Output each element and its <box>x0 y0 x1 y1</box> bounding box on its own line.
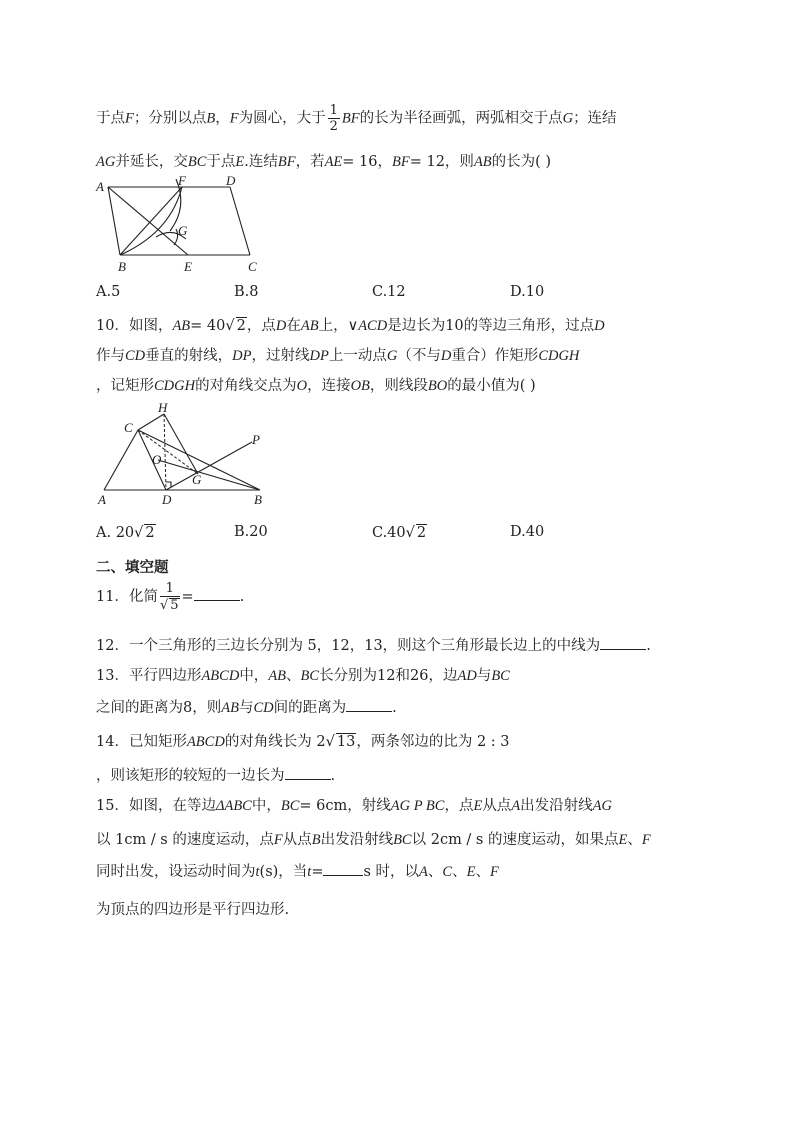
var: AG <box>592 798 613 814</box>
q10-option-a[interactable]: A. 20√ 2 <box>96 525 155 541</box>
label-A: A <box>98 492 106 507</box>
var: CD <box>125 348 146 364</box>
var: AD <box>457 668 477 684</box>
label-E: E <box>184 259 192 274</box>
text: (s) <box>259 864 279 880</box>
var: ΔABC <box>215 798 252 814</box>
q9-line-2 <box>96 150 551 171</box>
label-C: C <box>124 420 133 435</box>
var: ABCD <box>186 734 225 750</box>
text: 从点 <box>482 798 512 814</box>
text: 10．如图， <box>96 318 173 334</box>
var: E <box>618 832 628 848</box>
text: 作与 <box>96 348 125 364</box>
parallelogram <box>108 179 250 255</box>
var: BO <box>427 378 448 394</box>
text: ，点 <box>246 318 276 334</box>
text: 并延长，交 <box>115 154 188 170</box>
var: E <box>466 864 476 880</box>
side-BA <box>108 187 120 255</box>
text: 、 <box>427 864 443 880</box>
q10-figure <box>94 402 274 510</box>
sqrt: 2 <box>236 318 246 334</box>
text: 14．已知矩形 <box>96 734 187 750</box>
text: 中， <box>251 798 281 814</box>
label-G: G <box>178 223 188 238</box>
text: s 时，以 <box>363 864 420 880</box>
q15-line-3 <box>96 860 499 881</box>
side-CH <box>138 414 164 430</box>
var: BF <box>277 154 296 170</box>
var: AB <box>221 700 239 716</box>
q10-option-d[interactable] <box>510 524 544 540</box>
text: = <box>311 864 324 880</box>
answer-blank[interactable] <box>600 637 646 650</box>
label-G: G <box>192 472 202 487</box>
text: ；分别以点 <box>133 110 207 127</box>
sqrt: 2 <box>145 525 155 541</box>
text: 11．化简 <box>96 589 158 605</box>
text: 的对角线长为 2 <box>224 734 326 750</box>
text: . <box>239 589 245 605</box>
var: F <box>489 864 499 880</box>
var: AB <box>172 318 191 334</box>
var: F <box>229 110 239 127</box>
var: F <box>125 110 134 127</box>
text: 、 <box>627 832 642 848</box>
q10-line-3 <box>96 374 536 395</box>
text: 的长为半径画弧，两弧相交于点 <box>359 110 563 127</box>
q10-line-1: 10．如图，AB= 40√ 2，点D在AB上，∨ACD是边长为10的等边三角形，过点D <box>96 318 605 334</box>
text: ，若 <box>295 154 325 170</box>
section-heading: 二、填空题 <box>96 560 169 576</box>
q15-line-2 <box>96 828 651 849</box>
text: = 40 <box>190 318 226 334</box>
var: DP <box>309 348 329 364</box>
var: F <box>273 832 283 848</box>
q9-option-a[interactable]: A.5 <box>96 284 121 300</box>
text: 、 <box>286 668 301 684</box>
label-B: B <box>118 259 126 274</box>
text: 以 2cm / s 的速度运动，如果点 <box>411 832 619 848</box>
text: ，两条邻边的比为 2 : 3 <box>356 734 510 750</box>
var: E <box>235 154 245 170</box>
text: . <box>330 768 336 784</box>
text: 出发沿射线 <box>520 798 593 814</box>
text: 、 <box>475 864 490 880</box>
label-H: H <box>158 400 168 415</box>
text: 同时出发，设运动时间为 <box>96 864 256 880</box>
text: 重合）作矩形 <box>451 348 539 364</box>
var: AG P BC <box>390 798 445 814</box>
var: D <box>594 318 605 334</box>
text: 与 <box>476 668 492 684</box>
text: ，连接 <box>307 378 351 394</box>
text: 以 1cm / s 的速度运动，点 <box>96 832 274 848</box>
q9-option-d[interactable]: D.10 <box>510 284 545 300</box>
var: ABCD <box>201 668 240 684</box>
var: ∨ACD <box>347 318 388 334</box>
q9-option-b[interactable]: B.8 <box>234 284 259 300</box>
var: G <box>562 110 574 127</box>
label-O: O <box>152 452 162 467</box>
text: 垂直的射线， <box>145 348 233 364</box>
var: D <box>440 348 452 364</box>
option-text: D.40 <box>510 524 545 540</box>
text: 、 <box>452 864 467 880</box>
text: = 16， <box>342 154 392 170</box>
option-text: A. 20 <box>96 525 135 541</box>
diagonal-CG <box>138 430 198 474</box>
text: = 12，则 <box>409 154 474 170</box>
option-text: C.40 <box>372 525 406 541</box>
text: 为圆心，大于 <box>238 110 326 127</box>
q9-line-1 <box>96 104 617 133</box>
var: F <box>641 832 651 848</box>
label-F: F <box>178 173 186 188</box>
var: A <box>419 864 428 880</box>
text: ，记矩形 <box>96 378 154 394</box>
var: BF <box>392 154 410 170</box>
label-B: B <box>254 492 262 507</box>
side-DC <box>230 187 250 255</box>
q10-option-c[interactable]: C.40√ 2 <box>372 525 427 541</box>
text: = 6cm，射线 <box>299 798 391 814</box>
var: CDGH <box>154 378 196 394</box>
var: C <box>442 864 453 880</box>
fraction: $\frac{1}{√ 5}$ <box>159 581 179 613</box>
text: . <box>646 638 651 654</box>
var: AE <box>324 154 343 170</box>
text: 间的距离为 <box>273 700 347 716</box>
option-text: B.20 <box>234 524 268 540</box>
text: 于点 <box>96 110 125 127</box>
var: CDGH <box>538 348 580 364</box>
text: 上， <box>318 318 348 334</box>
text: 与 <box>238 700 254 716</box>
var: CD <box>253 700 274 716</box>
var: BC <box>393 832 412 848</box>
var: BC <box>280 798 300 814</box>
var: BF <box>341 110 360 127</box>
line-BF <box>120 187 182 255</box>
text: ，则线段 <box>369 378 428 394</box>
answer-blank[interactable] <box>346 699 392 712</box>
var: OB <box>350 378 370 394</box>
var: AG <box>96 154 116 170</box>
var: t <box>255 864 260 880</box>
answer-blank[interactable] <box>194 588 240 601</box>
label-P: P <box>252 432 260 447</box>
label-D: D <box>162 492 172 507</box>
var: BC <box>187 154 207 170</box>
q10-option-b[interactable] <box>234 524 268 540</box>
text: ；连结 <box>573 110 617 127</box>
text: 于点 <box>206 154 236 170</box>
text: ，则该矩形的较短的一边长为 <box>96 768 285 784</box>
side-HG <box>164 414 198 474</box>
text: 之间的距离为8，则 <box>96 700 222 716</box>
label-D: D <box>226 173 236 188</box>
answer-blank[interactable] <box>285 767 331 780</box>
q13-line-2 <box>96 696 397 717</box>
diagonal-HD <box>164 414 166 490</box>
q14-line-2 <box>96 764 335 785</box>
text: 长分别为12和26，边 <box>319 668 458 684</box>
text: 的对角线交点为 <box>195 378 297 394</box>
text: ，过射线 <box>251 348 310 364</box>
text: 上一动点 <box>328 348 387 364</box>
q15-line-1 <box>96 794 612 815</box>
text: . <box>392 700 397 716</box>
var: AB <box>473 154 492 170</box>
label-A: A <box>96 179 104 194</box>
q10-line-2 <box>96 344 579 365</box>
var: AB <box>268 668 287 684</box>
q14-line-1: 14．已知矩形ABCD的对角线长为 2√ 13，两条邻边的比为 2 : 3 <box>96 734 510 750</box>
text: 出发沿射线 <box>320 832 394 848</box>
q9-option-c[interactable]: C.12 <box>372 284 406 300</box>
var: B <box>206 110 216 127</box>
text: 在 <box>286 318 301 334</box>
text: 从点 <box>282 832 312 848</box>
var: B <box>311 832 321 848</box>
right-angle-mark <box>166 482 171 487</box>
sqrt: 13 <box>336 734 356 750</box>
text: 中， <box>239 668 269 684</box>
text: 13．平行四边形 <box>96 668 202 684</box>
var: BC <box>491 668 510 684</box>
text: （不与 <box>397 348 441 364</box>
var: DP <box>232 348 252 364</box>
q9-figure <box>90 175 270 275</box>
text: 的最小值为( ) <box>447 378 536 394</box>
answer-blank[interactable] <box>323 863 363 876</box>
segment-AC <box>104 430 138 490</box>
var: G <box>386 348 398 364</box>
q15-line-4: 为顶点的四边形是平行四边形. <box>96 902 290 918</box>
fraction-half: $\frac{1}{2}$ <box>329 103 338 134</box>
text: 是边长为10的等边三角形，过点 <box>387 318 595 334</box>
label-C: C <box>248 259 257 274</box>
var: E <box>473 798 483 814</box>
text: = <box>181 589 194 605</box>
q11 <box>96 582 244 612</box>
var: AB <box>300 318 319 334</box>
text: ，当 <box>278 864 308 880</box>
q12 <box>96 634 651 655</box>
var: A <box>511 798 521 814</box>
text: 12．一个三角形的三边长分别为 5，12，13，则这个三角形最长边上的中线为 <box>96 638 601 654</box>
text: ， <box>215 110 230 127</box>
sqrt: 2 <box>416 525 427 541</box>
var: O <box>296 378 308 394</box>
text: .连结 <box>244 154 278 170</box>
var: D <box>275 318 287 334</box>
text: ，点 <box>444 798 474 814</box>
var: t <box>307 864 312 880</box>
text: 15．如图，在等边 <box>96 798 216 814</box>
var: BC <box>300 668 320 684</box>
q13-line-1 <box>96 664 510 685</box>
text: 的长为( ) <box>491 154 552 170</box>
